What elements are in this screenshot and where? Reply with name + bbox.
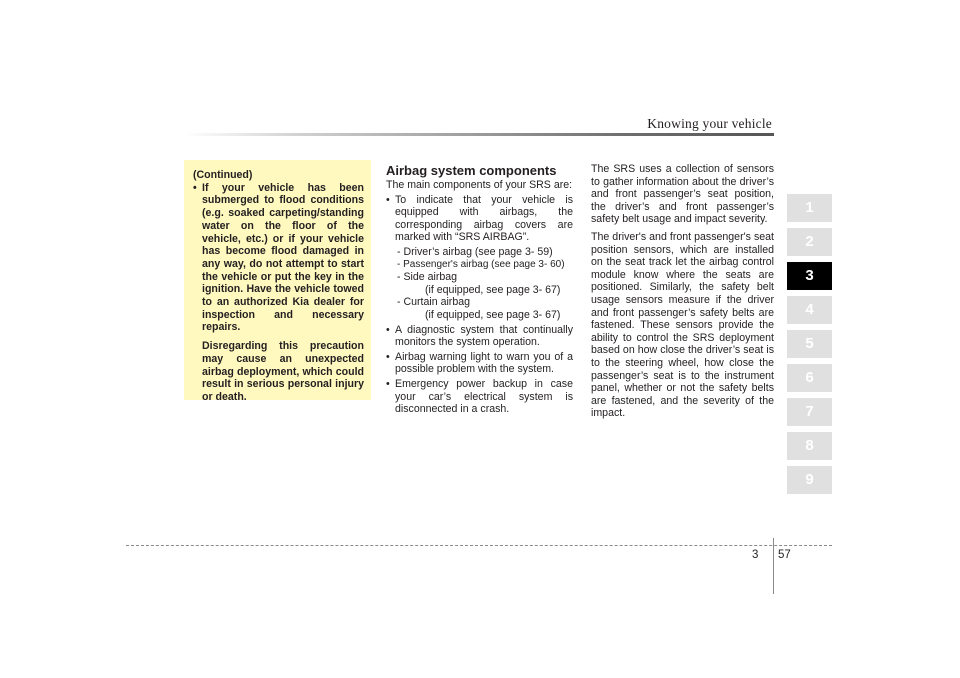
chapter-tab[interactable]: 6 bbox=[787, 364, 832, 392]
component-bullet-text: A diagnostic system that continually monitors the system operation. bbox=[395, 323, 573, 349]
warning-paragraph: Disregarding this precaution may cause an unexpected airbag deployment, which could result in serious personal injury or death. bbox=[202, 340, 364, 403]
section-intro: The main components of your SRS are: bbox=[386, 179, 573, 191]
chapter-tabs bbox=[787, 194, 832, 500]
airbag-sub-item: - Passenger's airbag (see page 3- 60) bbox=[397, 258, 565, 270]
component-bullet bbox=[386, 194, 573, 244]
component-bullet-text: To indicate that your vehicle is equipped with airbags, the corresponding airbag covers are marked with “SRS AIRBAG”. bbox=[395, 193, 573, 244]
warning-bullet bbox=[193, 182, 364, 334]
bullet-dot: • bbox=[386, 323, 390, 336]
footer-rule bbox=[126, 545, 832, 546]
chapter-tab[interactable]: 8 bbox=[787, 432, 832, 460]
right-column bbox=[591, 163, 774, 420]
bullet-dot: • bbox=[386, 377, 390, 390]
page-chapter-number: 3 bbox=[752, 549, 759, 561]
page-number: 57 bbox=[778, 549, 791, 561]
chapter-tab[interactable]: 9 bbox=[787, 466, 832, 494]
bullet-dot: • bbox=[386, 193, 390, 206]
component-bullet bbox=[386, 378, 573, 416]
component-bullet bbox=[386, 351, 573, 376]
airbag-sub-item: - Curtain airbag bbox=[397, 296, 471, 309]
component-bullet-text: Airbag warning light to warn you of a possible problem with the system. bbox=[395, 350, 573, 376]
right-paragraph: The driver's and front passenger's seat position sensors, which are installed on the seat track let the airbag control module know where the seats are positioned. Similarly, the safety belt usage sensors measure if the driver and front passenger’s safety belts are fastened. These sensors provide the ability to control the SRS deployment based on how close the driver’s seat is to the steering wheel, how close the passenger’s seat is to the instrument panel, whether or not the safety belts are fastened, and the severity of the impact. bbox=[591, 230, 774, 420]
footer-divider bbox=[773, 538, 774, 594]
chapter-tab[interactable]: 4 bbox=[787, 296, 832, 324]
section-heading: Airbag system components bbox=[386, 163, 557, 178]
header-rule bbox=[184, 133, 774, 136]
bullet-dot: • bbox=[193, 181, 197, 194]
chapter-tab[interactable]: 2 bbox=[787, 228, 832, 256]
airbag-sub-item-note: (if equipped, see page 3- 67) bbox=[425, 308, 561, 321]
component-bullet-text: Emergency power backup in case your car’s electrical system is disconnected in a crash. bbox=[395, 377, 573, 416]
warning-box bbox=[184, 160, 371, 403]
warning-bullet-text: If your vehicle has been submerged to flood conditions (e.g. soaked carpeting/standing water on the floor of the vehicle, etc.) or if your vehicle has become flood damaged in any way, do not attempt to start the vehicle or put the key in the ignition. Have the vehicle towed to an authorized Kia dealer for inspection and necessary repairs. bbox=[202, 181, 364, 334]
middle-column bbox=[386, 163, 573, 416]
component-bullet bbox=[386, 324, 573, 349]
chapter-tab[interactable]: 5 bbox=[787, 330, 832, 358]
airbag-sub-item-note: (if equipped, see page 3- 67) bbox=[425, 283, 561, 296]
chapter-tab-active[interactable]: 3 bbox=[787, 262, 832, 290]
header-title: Knowing your vehicle bbox=[647, 116, 772, 131]
bullet-dot: • bbox=[386, 350, 390, 363]
right-paragraph: The SRS uses a collection of sensors to gather information about the driver’s and front passenger’s seat position, the driver’s and front passenger’s safety belt usage and impact severity. bbox=[591, 163, 774, 226]
airbag-sub-item: - Driver’s airbag (see page 3- 59) bbox=[397, 245, 553, 258]
warning-continued: (Continued) bbox=[193, 169, 253, 181]
chapter-tab[interactable]: 1 bbox=[787, 194, 832, 222]
airbag-sub-item: - Side airbag bbox=[397, 271, 458, 284]
chapter-tab[interactable]: 7 bbox=[787, 398, 832, 426]
